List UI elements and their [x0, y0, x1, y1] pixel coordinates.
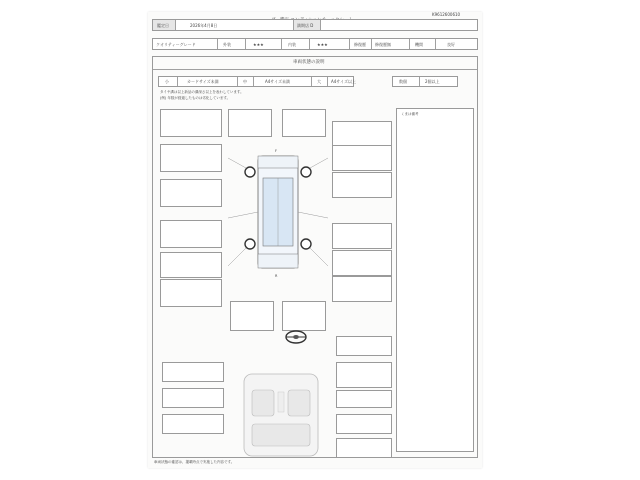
damage-box-left-1	[160, 109, 222, 137]
damage-box-right-5	[332, 250, 392, 276]
interior-box-right-1	[336, 336, 392, 356]
damage-box-left-3	[160, 179, 222, 207]
interior-rating: ★★★	[317, 42, 328, 47]
interior-box-right-2	[336, 362, 392, 388]
damage-box-right-3	[332, 172, 392, 198]
notes-line-1: タイヤ溝は以上新品の溝深さ以上を表わしています。	[160, 90, 244, 94]
notes-line-2: (例) 年数が経過したものは劣化しています。	[160, 96, 231, 100]
expiry-label: 満期店 D	[297, 23, 314, 28]
car-interior-diagram	[238, 370, 324, 460]
repair-value: 修復歴無	[375, 42, 391, 47]
grade-label: クオリティーグレード	[156, 42, 196, 47]
damage-box-bottom-left	[230, 301, 274, 331]
count-legend	[392, 76, 458, 87]
date-value: 2026年4月8日	[190, 23, 218, 28]
damage-box-right-2	[332, 145, 392, 171]
grade-row	[152, 38, 478, 50]
interior-box-left-1	[162, 362, 224, 382]
header-row	[152, 19, 478, 31]
damage-box-left-6	[160, 279, 222, 307]
damage-box-right-6	[332, 276, 392, 302]
interior-box-right-3	[336, 390, 392, 408]
section-title: 車両状態の説明	[293, 60, 325, 65]
damage-box-bottom-right	[282, 301, 326, 331]
interior-box-left-3	[162, 414, 224, 434]
steering-wheel-icon	[285, 330, 307, 344]
damage-box-top-right	[282, 109, 326, 137]
footer-note: 車両状態の確認は、掲載時点で実施した内容です。	[154, 460, 235, 464]
damage-box-left-2	[160, 144, 222, 172]
damage-box-left-5	[160, 252, 222, 278]
interior-box-right-5	[336, 438, 392, 458]
size-medium-desc: A4サイズ未満	[265, 79, 290, 84]
count-desc: 2個以上	[425, 79, 440, 84]
size-small-desc: カードサイズ未満	[187, 79, 219, 84]
interior-label: 内装	[288, 42, 296, 47]
rear-marker: R	[275, 274, 278, 278]
size-legend	[158, 76, 354, 87]
sheet-number: K9612600610	[432, 12, 461, 17]
date-label: 鑑定日	[157, 23, 169, 28]
size-large: 大	[317, 79, 321, 84]
exterior-label: 外装	[223, 42, 231, 47]
remarks-label: くまは備考	[401, 112, 419, 116]
size-medium: 中	[243, 79, 247, 84]
damage-box-top-left	[228, 109, 272, 137]
seal-value: 良好	[447, 42, 455, 47]
seal-label: 機関	[415, 42, 423, 47]
front-marker: F	[275, 149, 278, 153]
exterior-rating: ★★★	[253, 42, 264, 47]
damage-box-right-4	[332, 223, 392, 249]
size-large-desc: A4サイズ以上	[331, 79, 356, 84]
size-small: 小	[165, 79, 169, 84]
condition-sheet	[148, 12, 482, 468]
count-label: 数個	[399, 79, 407, 84]
interior-box-left-2	[162, 388, 224, 408]
damage-box-left-4	[160, 220, 222, 248]
damage-box-right-1	[332, 121, 392, 147]
interior-box-right-4	[336, 414, 392, 434]
car-top-view-diagram	[228, 148, 328, 278]
repair-label: 修復歴	[354, 42, 366, 47]
remarks-panel	[396, 108, 474, 452]
